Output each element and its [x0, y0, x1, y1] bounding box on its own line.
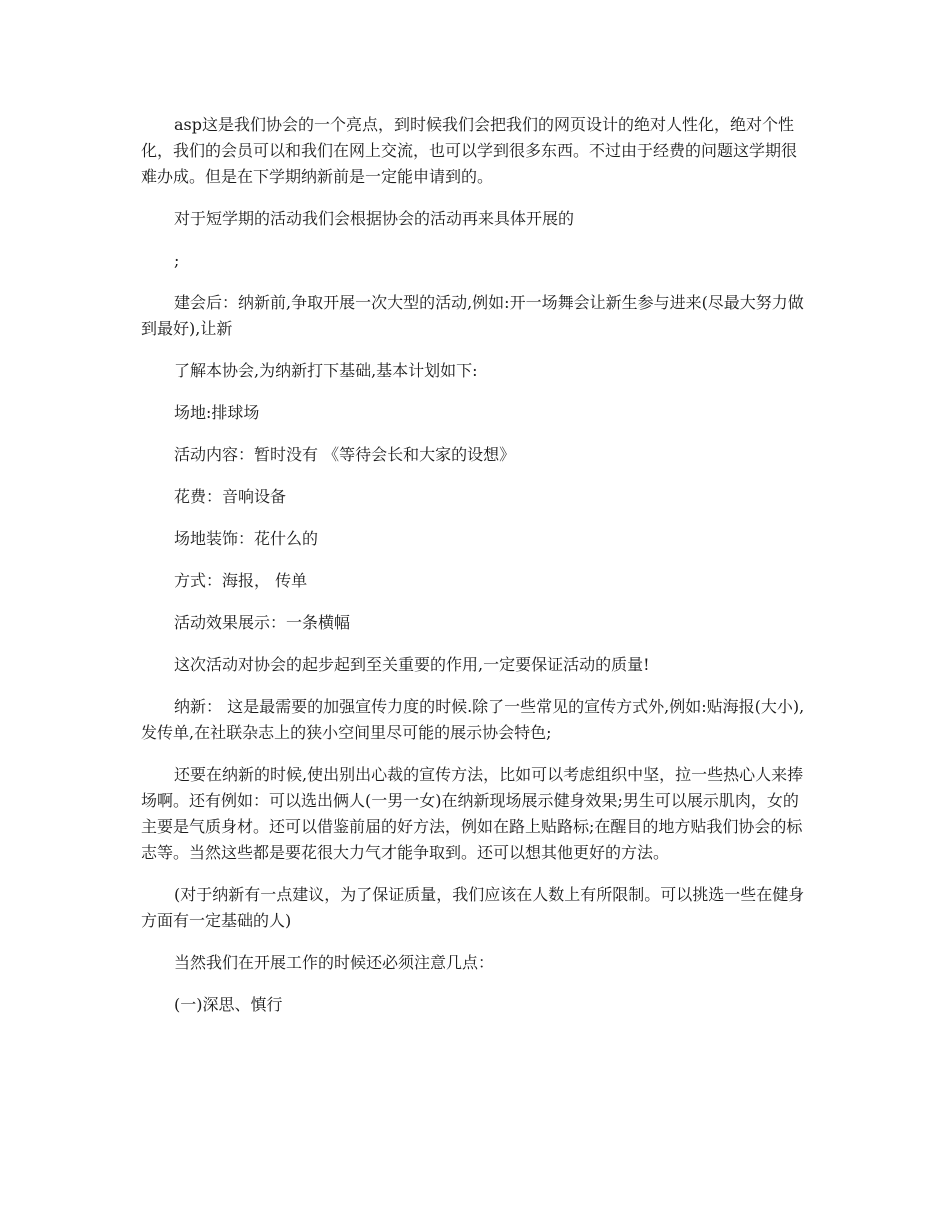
paragraph-activity-content: 活动内容：暂时没有 《等待会长和大家的设想》 [174, 445, 516, 464]
paragraph-importance: 这次活动对协会的起步起到至关重要的作用,一定要保证活动的质量! [174, 655, 650, 674]
paragraph-recruitment: 纳新： 这是最需要的加强宣传力度的时候.除了一些常见的宣传方式外,例如:贴海报(大小),发传单,在社联杂志上的狭小空间里尽可能的展示协会特色; [141, 697, 805, 742]
paragraph-cost: 花费：音响设备 [174, 487, 287, 506]
paragraph-recruitment-suggestion: (对于纳新有一点建议，为了保证质量，我们应该在人数上有所限制。可以挑选一些在健身方面有一定基础的人) [141, 885, 805, 930]
paragraph-creative-promotion: 还要在纳新的时候,使出别出心裁的宣传方法，比如可以考虑组织中坚，拉一些热心人来捧场啊。还有例如：可以选出俩人(一男一女)在纳新现场展示健身效果;男生可以展示肌肉，女的主要是气质身材。还可以借鉴前届的好方法，例如在路上贴路标;在醒目的地方贴我们协会的标志等。当然这些都是要花很大力气才能争取到。还可以想其他更好的方法。 [141, 765, 804, 862]
paragraph-after-founding: 建会后：纳新前,争取开展一次大型的活动,例如:开一场舞会让新生参与进来(尽最大努力做到最好),让新 [141, 293, 804, 338]
paragraph-venue: 场地:排球场 [174, 403, 260, 422]
paragraph-basic-plan: 了解本协会,为纳新打下基础,基本计划如下: [174, 361, 478, 380]
paragraph-method: 方式：海报， 传单 [174, 571, 308, 590]
paragraph-semicolon: ; [174, 251, 180, 270]
paragraph-decoration: 场地装饰：花什么的 [174, 529, 319, 548]
paragraph-notes-intro: 当然我们在开展工作的时候还必须注意几点： [174, 953, 495, 972]
paragraph-asp-highlight: asp这是我们协会的一个亮点，到时候我们会把我们的网页设计的绝对人性化，绝对个性化，我们的会员可以和我们在网上交流，也可以学到很多东西。不过由于经费的问题这学期很难办成。但是在下学期纳新前是一定能申请到的。 [141, 115, 798, 186]
document-body [141, 112, 809, 1034]
paragraph-effect-display: 活动效果展示：一条横幅 [174, 613, 351, 632]
paragraph-point-one: (一)深思、慎行 [174, 995, 283, 1014]
paragraph-short-term-activities: 对于短学期的活动我们会根据协会的活动再来具体开展的 [174, 209, 575, 228]
